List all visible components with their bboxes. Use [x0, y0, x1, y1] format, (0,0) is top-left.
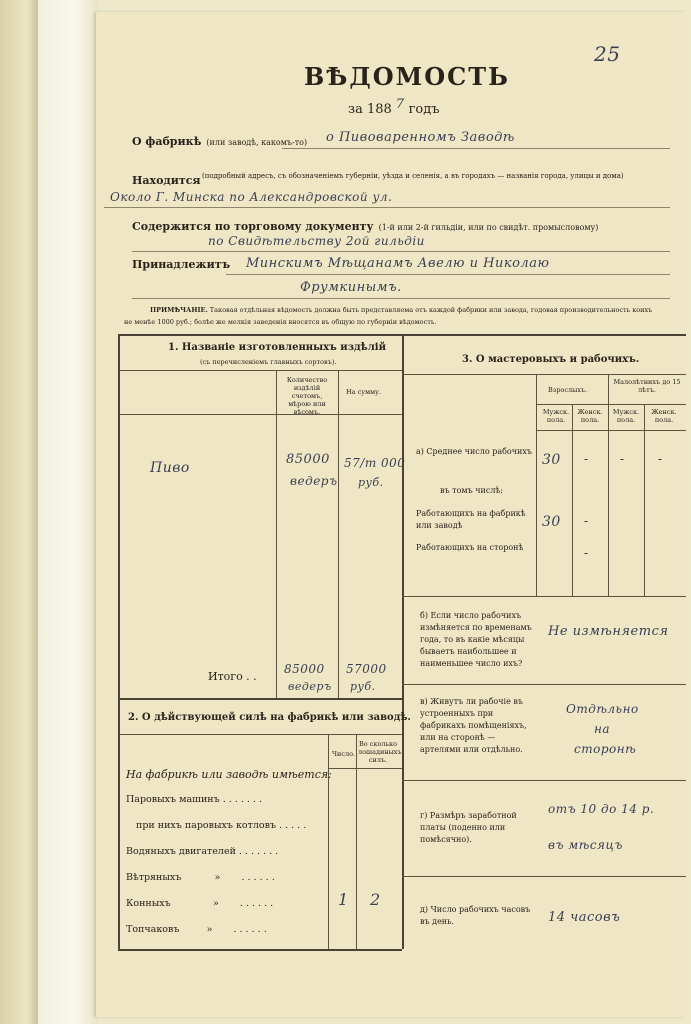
- sheet-number: 25: [594, 42, 621, 66]
- section3-a-bottom: [402, 596, 686, 597]
- section3-col-split: [536, 374, 537, 596]
- remark-line1: [150, 306, 652, 314]
- workers-avg-label: а) Среднее число рабочихъ: [416, 447, 532, 456]
- workers-outside-dash: -: [584, 546, 589, 560]
- workers-housing-value-1: Отдѣльно: [566, 702, 639, 716]
- section1-col-qty: Количество издѣлій счетомъ, мѣрою или вѣсомъ.: [286, 376, 328, 416]
- factory-label: О фабрикѣ: [132, 135, 202, 148]
- location-rule: [104, 207, 670, 208]
- wages-label: г) Размѣръ заработной платы (поденно или помѣсячно).: [420, 811, 517, 844]
- workers-avg-dash2: -: [620, 452, 625, 466]
- remark-text-1: Таковая отдѣльная вѣдомость должна быть представляема отъ каждой фабрики или завода, годовая производительность коихъ: [209, 306, 653, 314]
- factory-value: о Пивоваренномъ Заводѣ: [326, 130, 515, 145]
- section3-col-adult-f: [572, 404, 573, 596]
- section2-header-rule: [120, 734, 402, 735]
- factory-note: (или заводѣ, какомъ-то): [206, 138, 308, 147]
- adult-male-header: Мужск. пола.: [542, 408, 570, 424]
- product-sum: 57/т 000: [344, 456, 406, 470]
- power-label-boilers: при нихъ паровыхъ котловъ: [136, 820, 277, 831]
- workers-housing-value-3: сторонѣ: [574, 742, 637, 756]
- workers-in-factory-dash: -: [584, 514, 589, 528]
- power-label-treadmill: Топчаковъ: [126, 924, 180, 935]
- section3-col-minor-f: [644, 404, 645, 596]
- section1-title: 1. Названіе изготовленныхъ издѣлій: [168, 342, 386, 353]
- year-suffix: годъ: [408, 102, 440, 117]
- product-qty-unit: ведеръ: [290, 474, 338, 488]
- section1-col-qty-line: [276, 370, 277, 698]
- power-row-water: Водяныхъ двигателей . . . . . . .: [126, 846, 279, 857]
- owner-rule-1: [226, 274, 670, 275]
- minor-female-header: Женск. пола.: [651, 408, 677, 424]
- year-line: [348, 97, 440, 117]
- year-handwritten: 7: [395, 97, 405, 112]
- section3-v-bottom: [402, 780, 686, 781]
- location-value: Около Г. Минска по Александровской ул.: [110, 190, 393, 204]
- section1-header-rule: [120, 370, 402, 371]
- workers-housing-value-2: на: [594, 722, 611, 736]
- product-qty: 85000: [286, 452, 330, 467]
- power-label-water: Водяныхъ двигателей: [126, 846, 236, 857]
- power-label-steam: Паровыхъ машинъ: [126, 794, 220, 805]
- factory-rule: [282, 148, 670, 149]
- location-note: (подробный адресъ, съ обозначеніемъ губерніи, уѣзда и селенія, а въ городахъ — названія города, улицы и дома): [202, 172, 624, 180]
- horse-count: 1: [338, 890, 349, 909]
- workers-incl: въ томъ числѣ:: [440, 486, 503, 495]
- owner-value-line1: Минскимъ Мѣщанамъ Авелю и Николаю: [246, 256, 550, 271]
- section1-subtitle: (съ перечисленіемъ главныхъ сортовъ).: [200, 358, 337, 366]
- workers-avg-dash3: -: [658, 452, 663, 466]
- section2-col-num: Число.: [332, 750, 356, 758]
- total-label: Итого . .: [208, 670, 257, 683]
- section2-colhead-rule: [328, 768, 402, 769]
- horse-hp: 2: [370, 890, 381, 909]
- power-row-treadmill: Топчаковъ » . . . . . .: [126, 924, 267, 935]
- page-margin: [38, 0, 98, 1024]
- location-label: Находится: [132, 174, 201, 187]
- document-sheet: [96, 12, 686, 1017]
- wages-value-2: въ мѣсяцъ: [548, 838, 623, 852]
- section2-lead: На фабрикѣ или заводѣ имѣется:: [126, 768, 332, 781]
- workers-in-factory-male: 30: [542, 514, 561, 530]
- minor-male-header: Мужск. пола.: [612, 408, 640, 424]
- document-note: (1-й или 2-й гильдіи, или по свидѣт. промысловому): [378, 223, 599, 232]
- document-label-row: [132, 215, 598, 234]
- total-sum: 57000: [346, 662, 387, 676]
- section2-col-hp-line: [356, 734, 357, 949]
- power-row-horse: Конныхъ » . . . . . .: [126, 898, 274, 909]
- adult-female-header: Женск. пола.: [577, 408, 603, 424]
- minors-header: Малолѣтнихъ до 15 лѣтъ.: [613, 378, 681, 394]
- location-label-row: [132, 169, 201, 188]
- section3-col-minors: [608, 374, 609, 596]
- binding-strip: [0, 0, 38, 1024]
- power-label-horse: Конныхъ: [126, 898, 171, 909]
- section2-col-hp: Во сколько лошадиныхъ силъ.: [358, 740, 402, 764]
- power-label-wind: Вѣтряныхъ: [126, 872, 182, 883]
- total-sum-unit: руб.: [350, 680, 376, 693]
- workers-seasonal-label: б) Если число рабочихъ измѣняется по временамъ года, то въ какіе мѣсяцы бываетъ наибольшее и наименьшее число ихъ?: [420, 611, 532, 668]
- hours-label: д) Число рабочихъ часовъ въ день.: [420, 905, 531, 926]
- workers-avg-male: 30: [542, 452, 561, 468]
- adults-header: Взрослыхъ.: [548, 386, 588, 394]
- document-value: по Свидѣтельству 2ой гильдіи: [208, 234, 425, 248]
- workers-avg-dash1: -: [584, 452, 589, 466]
- hours-value: 14 часовъ: [548, 910, 621, 925]
- section3-colhead-rule: [536, 430, 686, 431]
- section3-title: 3. О мастеровыхъ и рабочихъ.: [462, 354, 640, 365]
- section3-header-rule: [402, 374, 686, 375]
- owner-value-line2: Фрумкинымъ.: [300, 280, 402, 295]
- table-left-border: [118, 334, 120, 949]
- power-row-wind: Вѣтряныхъ » . . . . . .: [126, 872, 275, 883]
- section1-colhead-rule: [120, 414, 402, 415]
- section3-g-bottom: [402, 876, 686, 877]
- wages-value-1: отъ 10 до 14 р.: [548, 802, 655, 816]
- section3-b-bottom: [402, 684, 686, 685]
- document-label: Содержится по торговому документу: [132, 220, 374, 233]
- table-middle-border: [402, 334, 404, 949]
- remark-label: ПРИМѢЧАНІЕ.: [150, 306, 208, 314]
- remark-text-2: не менѣе 1000 руб.; болѣе же мелкія заведенія вносятся въ общую по губерніи вѣдомость.: [124, 318, 437, 326]
- section2-title: 2. О дѣйствующей силѣ на фабрикѣ или заводѣ.: [128, 712, 411, 723]
- product-sum-unit: руб.: [358, 476, 384, 489]
- document-rule: [132, 251, 670, 252]
- total-qty-unit: ведеръ: [288, 680, 332, 693]
- section1-col-sum-line: [338, 370, 339, 698]
- section3-subhead-rule: [536, 404, 686, 405]
- total-label-text: Итого: [208, 670, 243, 683]
- power-row-steam: Паровыхъ машинъ . . . . . . .: [126, 794, 262, 805]
- page-title: ВѢДОМОСТЬ: [304, 62, 510, 91]
- total-qty: 85000: [284, 662, 325, 676]
- section2-col-num-line: [328, 734, 329, 949]
- power-row-boilers: при нихъ паровыхъ котловъ . . . . .: [136, 820, 307, 831]
- section1-col-sum: На сумму.: [346, 388, 382, 396]
- table-bottom-border: [118, 949, 402, 951]
- year-prefix: за 188: [348, 102, 392, 117]
- section1-bottom-rule: [118, 698, 402, 700]
- owner-rule-2: [132, 298, 670, 299]
- workers-seasonal-value: Не измѣняется: [548, 624, 669, 639]
- product-name: Пиво: [150, 460, 190, 476]
- workers-housing-label: в) Живутъ ли рабочіе въ устроенныхъ при фабрикахъ помѣщеніяхъ, или на сторонѣ — артелями или отдѣльно.: [420, 697, 527, 754]
- owner-label: Принадлежитъ: [132, 258, 231, 271]
- factory-label-row: [132, 130, 307, 149]
- workers-in-factory-label: Работающихъ на фабрикѣ или заводѣ: [416, 509, 526, 530]
- workers-outside-label: Работающихъ на сторонѣ: [416, 543, 524, 552]
